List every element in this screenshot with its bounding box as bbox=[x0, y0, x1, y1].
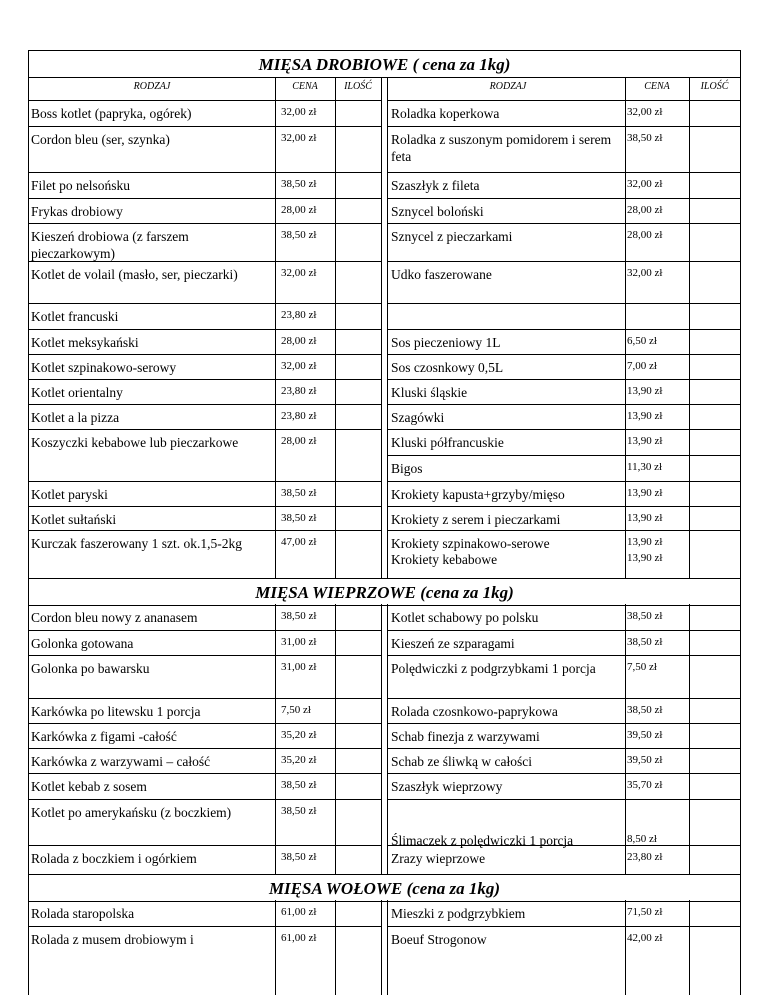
wieprzowe-right-name: Kieszeń ze szparagami bbox=[391, 636, 515, 651]
row-divider bbox=[387, 455, 740, 456]
drobiowe-right-name: Kluski półfrancuskie bbox=[391, 435, 504, 450]
column-divider bbox=[335, 77, 336, 578]
header-ilosc-right: ILOŚĆ bbox=[700, 81, 729, 92]
wieprzowe-left-name: Karkówka po litewsku 1 porcja bbox=[31, 704, 201, 719]
drobiowe-right-name: Roladka z suszonym pomidorem i serem feta bbox=[391, 132, 612, 164]
row-divider bbox=[29, 845, 381, 846]
header-cena-left: CENA bbox=[292, 81, 318, 92]
column-divider bbox=[381, 77, 382, 578]
row-divider bbox=[387, 329, 740, 330]
wieprzowe-right-name: Schab ze śliwką w całości bbox=[391, 754, 532, 769]
drobiowe-right-price: 13,90 zł bbox=[627, 487, 663, 499]
drobiowe-left-price: 28,00 zł bbox=[281, 204, 317, 216]
row-divider bbox=[387, 530, 740, 531]
row-divider bbox=[387, 261, 740, 262]
drobiowe-left-price: 32,00 zł bbox=[281, 106, 317, 118]
row-divider bbox=[387, 481, 740, 482]
row-divider bbox=[387, 379, 740, 380]
drobiowe-left-price: 23,80 zł bbox=[281, 410, 317, 422]
drobiowe-right-price: 11,30 zł bbox=[627, 461, 663, 473]
wolowe-left-price: 61,00 zł bbox=[281, 932, 317, 944]
drobiowe-left-name: Koszyczki kebabowe lub pieczarkowe bbox=[31, 435, 239, 450]
drobiowe-right-name: Bigos bbox=[391, 461, 423, 476]
row-divider bbox=[29, 404, 381, 405]
wieprzowe-left-name: Karkówka z figami -całość bbox=[31, 729, 177, 744]
drobiowe-left-price: 32,00 zł bbox=[281, 132, 317, 144]
column-divider bbox=[275, 604, 276, 874]
drobiowe-left-name: Boss kotlet (papryka, ogórek) bbox=[31, 106, 192, 121]
drobiowe-left-price: 38,50 zł bbox=[281, 178, 317, 190]
row-divider bbox=[29, 329, 381, 330]
price-list-table bbox=[28, 50, 741, 995]
row-divider bbox=[29, 126, 381, 127]
wieprzowe-left-price: 35,20 zł bbox=[281, 729, 317, 741]
wieprzowe-left-name: Golonka gotowana bbox=[31, 636, 134, 651]
drobiowe-right-price: 28,00 zł bbox=[627, 204, 663, 216]
drobiowe-right-price: 6,50 zł bbox=[627, 335, 657, 347]
drobiowe-right-price: 28,00 zł bbox=[627, 229, 663, 241]
row-divider bbox=[387, 799, 740, 800]
drobiowe-right-price: 13,90 zł bbox=[627, 410, 663, 422]
drobiowe-right-price: 32,00 zł bbox=[627, 178, 663, 190]
row-divider bbox=[29, 799, 381, 800]
drobiowe-right-price: 13,90 zł bbox=[627, 552, 663, 564]
wolowe-right-name: Boeuf Strogonow bbox=[391, 932, 487, 947]
drobiowe-left-price: 28,00 zł bbox=[281, 335, 317, 347]
drobiowe-left-price: 32,00 zł bbox=[281, 360, 317, 372]
drobiowe-left-name: Kurczak faszerowany 1 szt. ok.1,5-2kg bbox=[31, 536, 243, 551]
row-divider bbox=[29, 655, 381, 656]
row-divider bbox=[387, 723, 740, 724]
drobiowe-right-price: 32,00 zł bbox=[627, 267, 663, 279]
column-divider bbox=[275, 900, 276, 995]
wieprzowe-right-price: 23,80 zł bbox=[627, 851, 663, 863]
drobiowe-left-name: Kotlet francuski bbox=[31, 309, 119, 324]
wieprzowe-right-name: Ślimaczek z polędwiczki 1 porcja bbox=[391, 833, 574, 848]
drobiowe-right-price: 13,90 zł bbox=[627, 536, 663, 548]
wieprzowe-left-price: 38,50 zł bbox=[281, 779, 317, 791]
row-divider bbox=[29, 506, 381, 507]
wieprzowe-right-name: Zrazy wieprzowe bbox=[391, 851, 486, 866]
row-divider bbox=[387, 100, 740, 101]
drobiowe-right-name: Szagówki bbox=[391, 410, 445, 425]
wieprzowe-right-price: 8,50 zł bbox=[627, 833, 657, 845]
drobiowe-left-name: Kieszeń drobiowa (z farszem pieczarkowym) bbox=[31, 229, 189, 261]
drobiowe-right-name: Krokiety szpinakowo-serowe bbox=[391, 536, 550, 551]
wieprzowe-left-price: 31,00 zł bbox=[281, 636, 317, 648]
column-divider bbox=[335, 900, 336, 995]
wieprzowe-right-name: Schab finezja z warzywami bbox=[391, 729, 540, 744]
drobiowe-right-name: Sznycel boloński bbox=[391, 204, 484, 219]
wolowe-right-price: 42,00 zł bbox=[627, 932, 663, 944]
row-divider bbox=[387, 698, 740, 699]
wieprzowe-right-name: Polędwiczki z podgrzybkami 1 porcja bbox=[391, 661, 596, 676]
row-divider bbox=[29, 223, 381, 224]
drobiowe-right-name: Sos pieczeniowy 1L bbox=[391, 335, 501, 350]
column-divider bbox=[387, 77, 388, 578]
drobiowe-left-name: Kotlet de volail (masło, ser, pieczarki) bbox=[31, 267, 238, 282]
wieprzowe-right-name: Kotlet schabowy po polsku bbox=[391, 610, 539, 625]
wieprzowe-left-price: 38,50 zł bbox=[281, 610, 317, 622]
wolowe-left-name: Rolada staropolska bbox=[31, 906, 135, 921]
wieprzowe-right-price: 39,50 zł bbox=[627, 754, 663, 766]
header-rodzaj-right: RODZAJ bbox=[489, 81, 527, 92]
drobiowe-right-name: Sos czosnkowy 0,5L bbox=[391, 360, 504, 375]
section-title-drobiowe: MIĘSA DROBIOWE ( cena za 1kg) bbox=[29, 51, 740, 78]
column-divider bbox=[335, 604, 336, 874]
drobiowe-right-name: Krokiety kebabowe bbox=[391, 552, 498, 567]
column-divider bbox=[387, 900, 388, 995]
wieprzowe-right-price: 38,50 zł bbox=[627, 636, 663, 648]
wieprzowe-left-name: Karkówka z warzywami – całość bbox=[31, 754, 211, 769]
row-divider bbox=[387, 506, 740, 507]
wieprzowe-right-price: 39,50 zł bbox=[627, 729, 663, 741]
header-cena-right: CENA bbox=[644, 81, 670, 92]
row-divider bbox=[29, 530, 381, 531]
row-divider bbox=[29, 100, 381, 101]
row-divider bbox=[387, 773, 740, 774]
drobiowe-right-name: Sznycel z pieczarkami bbox=[391, 229, 513, 244]
row-divider bbox=[387, 845, 740, 846]
wieprzowe-right-name: Rolada czosnkowo-paprykowa bbox=[391, 704, 558, 719]
row-divider bbox=[387, 303, 740, 304]
wieprzowe-left-price: 35,20 zł bbox=[281, 754, 317, 766]
drobiowe-right-price: 32,00 zł bbox=[627, 106, 663, 118]
drobiowe-left-price: 47,00 zł bbox=[281, 536, 317, 548]
wieprzowe-left-price: 38,50 zł bbox=[281, 805, 317, 817]
wieprzowe-right-price: 35,70 zł bbox=[627, 779, 663, 791]
drobiowe-left-name: Kotlet a la pizza bbox=[31, 410, 120, 425]
wolowe-right-price: 71,50 zł bbox=[627, 906, 663, 918]
column-divider bbox=[625, 900, 626, 995]
column-divider bbox=[387, 604, 388, 874]
drobiowe-right-name: Roladka koperkowa bbox=[391, 106, 500, 121]
row-divider bbox=[29, 723, 381, 724]
drobiowe-left-name: Cordon bleu (ser, szynka) bbox=[31, 132, 170, 147]
drobiowe-left-name: Kotlet paryski bbox=[31, 487, 108, 502]
wieprzowe-left-name: Rolada z boczkiem i ogórkiem bbox=[31, 851, 197, 866]
wieprzowe-right-price: 38,50 zł bbox=[627, 704, 663, 716]
drobiowe-left-name: Kotlet szpinakowo-serowy bbox=[31, 360, 177, 375]
drobiowe-right-price: 13,90 zł bbox=[627, 435, 663, 447]
drobiowe-right-price: 13,90 zł bbox=[627, 512, 663, 524]
row-divider bbox=[387, 223, 740, 224]
wolowe-right-name: Mieszki z podgrzybkiem bbox=[391, 906, 526, 921]
drobiowe-right-name: Kluski śląskie bbox=[391, 385, 468, 400]
drobiowe-left-price: 32,00 zł bbox=[281, 267, 317, 279]
drobiowe-left-price: 23,80 zł bbox=[281, 385, 317, 397]
row-divider bbox=[29, 773, 381, 774]
wieprzowe-left-name: Golonka po bawarsku bbox=[31, 661, 150, 676]
column-divider bbox=[689, 77, 690, 578]
row-divider bbox=[29, 698, 381, 699]
row-divider bbox=[387, 126, 740, 127]
row-divider bbox=[29, 429, 381, 430]
drobiowe-left-price: 38,50 zł bbox=[281, 229, 317, 241]
drobiowe-left-name: Kotlet sułtański bbox=[31, 512, 117, 527]
drobiowe-right-name: Szaszłyk z fileta bbox=[391, 178, 480, 193]
row-divider bbox=[29, 261, 381, 262]
row-divider bbox=[29, 354, 381, 355]
column-divider bbox=[689, 900, 690, 995]
wieprzowe-left-price: 31,00 zł bbox=[281, 661, 317, 673]
drobiowe-left-name: Kotlet orientalny bbox=[31, 385, 123, 400]
column-divider bbox=[625, 77, 626, 578]
drobiowe-left-price: 28,00 zł bbox=[281, 435, 317, 447]
section-title-wieprzowe: MIĘSA WIEPRZOWE (cena za 1kg) bbox=[29, 578, 740, 606]
section-title-wolowe: MIĘSA WOŁOWE (cena za 1kg) bbox=[29, 874, 740, 902]
wolowe-left-name: Rolada z musem drobiowym i bbox=[31, 932, 194, 947]
wieprzowe-left-name: Cordon bleu nowy z ananasem bbox=[31, 610, 198, 625]
row-divider bbox=[29, 630, 381, 631]
wieprzowe-left-name: Kotlet kebab z sosem bbox=[31, 779, 147, 794]
column-divider bbox=[689, 604, 690, 874]
wieprzowe-left-price: 7,50 zł bbox=[281, 704, 311, 716]
wieprzowe-right-price: 38,50 zł bbox=[627, 610, 663, 622]
wieprzowe-left-name: Kotlet po amerykańsku (z boczkiem) bbox=[31, 805, 232, 820]
row-divider bbox=[387, 172, 740, 173]
row-divider bbox=[29, 379, 381, 380]
row-divider bbox=[29, 198, 381, 199]
drobiowe-right-price: 13,90 zł bbox=[627, 385, 663, 397]
row-divider bbox=[29, 926, 381, 927]
wieprzowe-right-name: Szaszłyk wieprzowy bbox=[391, 779, 503, 794]
row-divider bbox=[29, 172, 381, 173]
drobiowe-left-name: Kotlet meksykański bbox=[31, 335, 139, 350]
header-rodzaj-left: RODZAJ bbox=[133, 81, 171, 92]
column-divider bbox=[275, 77, 276, 578]
drobiowe-right-price: 38,50 zł bbox=[627, 132, 663, 144]
row-divider bbox=[387, 630, 740, 631]
drobiowe-left-price: 38,50 zł bbox=[281, 512, 317, 524]
row-divider bbox=[387, 429, 740, 430]
header-ilosc-left: ILOŚĆ bbox=[344, 81, 372, 92]
drobiowe-left-price: 38,50 zł bbox=[281, 487, 317, 499]
row-divider bbox=[29, 303, 381, 304]
wieprzowe-right-price: 7,50 zł bbox=[627, 661, 657, 673]
drobiowe-left-name: Filet po nelsońsku bbox=[31, 178, 131, 193]
drobiowe-right-name: Krokiety kapusta+grzyby/mięso bbox=[391, 487, 565, 502]
row-divider bbox=[387, 354, 740, 355]
drobiowe-left-price: 23,80 zł bbox=[281, 309, 317, 321]
wieprzowe-left-price: 38,50 zł bbox=[281, 851, 317, 863]
column-divider bbox=[381, 900, 382, 995]
row-divider bbox=[29, 481, 381, 482]
row-divider bbox=[387, 926, 740, 927]
column-divider bbox=[625, 604, 626, 874]
row-divider bbox=[387, 655, 740, 656]
drobiowe-right-name: Udko faszerowane bbox=[391, 267, 492, 282]
wolowe-left-price: 61,00 zł bbox=[281, 906, 317, 918]
drobiowe-left-name: Frykas drobiowy bbox=[31, 204, 123, 219]
row-divider bbox=[387, 404, 740, 405]
row-divider bbox=[387, 748, 740, 749]
drobiowe-right-name: Krokiety z serem i pieczarkami bbox=[391, 512, 561, 527]
row-divider bbox=[387, 198, 740, 199]
row-divider bbox=[29, 748, 381, 749]
column-divider bbox=[381, 604, 382, 874]
drobiowe-right-price: 7,00 zł bbox=[627, 360, 657, 372]
